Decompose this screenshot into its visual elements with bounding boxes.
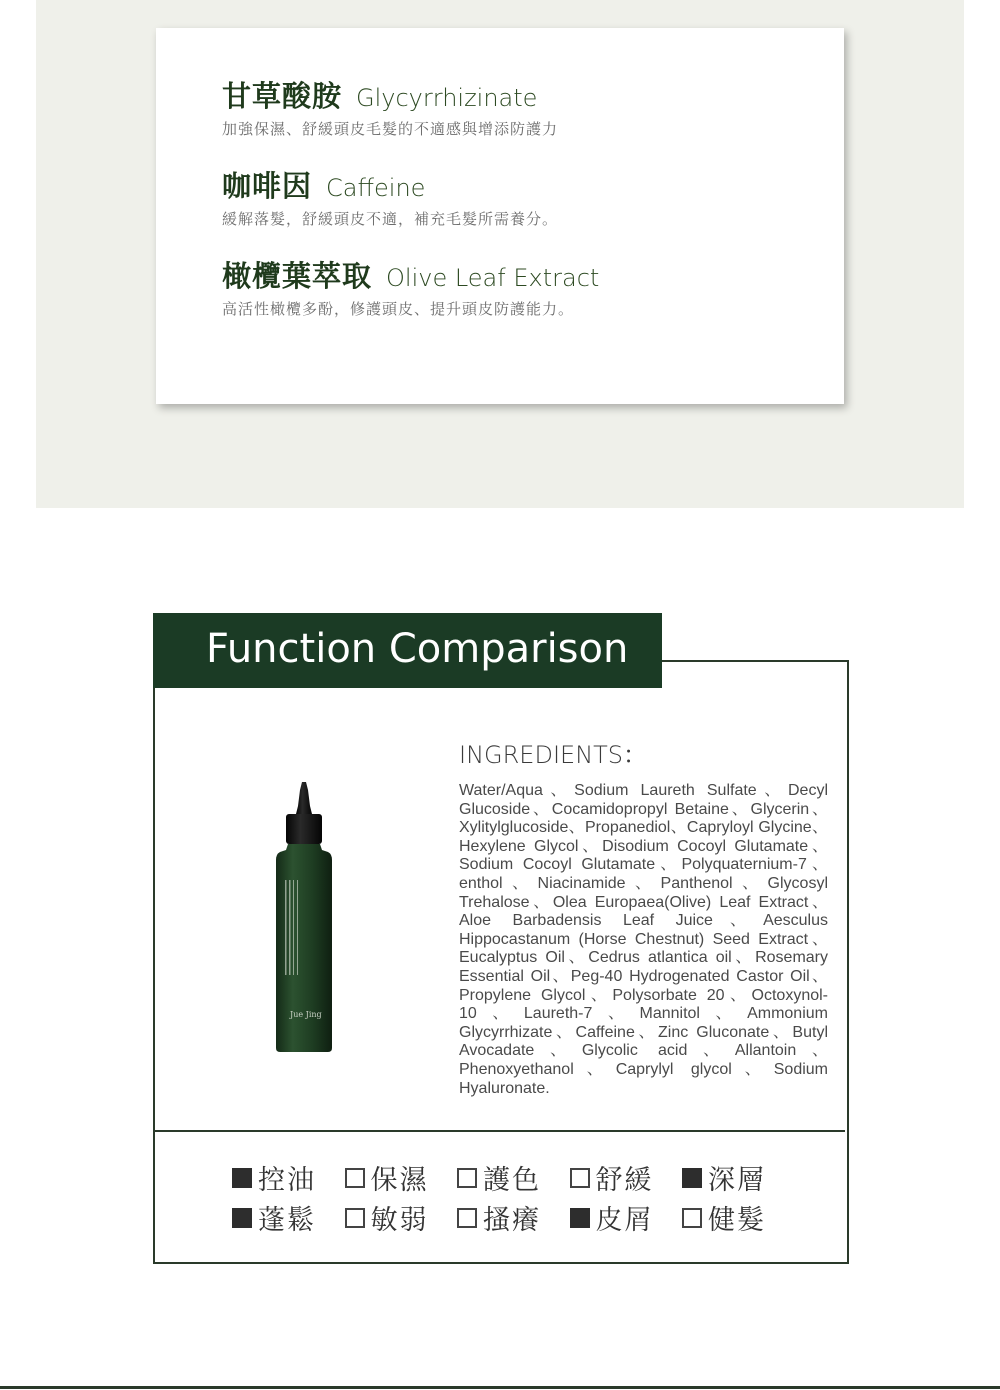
section-title: Function Comparison [153,613,662,688]
function-item [345,1158,458,1197]
unchecked-box-icon [457,1208,477,1228]
function-label: 護色 [483,1165,541,1196]
ingredient-name-zh: 橄欖葉萃取 [222,259,373,293]
ingredient-olive-leaf-extract [222,256,599,319]
function-item [232,1158,345,1197]
function-item [682,1198,795,1237]
function-item [232,1198,345,1237]
function-item [570,1158,683,1197]
function-label: 控油 [258,1165,316,1196]
ingredient-caffeine [222,166,558,229]
function-label: 敏弱 [370,1205,429,1236]
unchecked-box-icon [682,1208,702,1228]
ingredient-name-en: Olive Leaf Extract [386,264,600,292]
function-label: 皮屑 [595,1205,654,1236]
ingredients-highlight-card [156,28,844,404]
function-row-2 [232,1198,795,1237]
unchecked-box-icon [345,1208,365,1228]
function-item [345,1198,458,1237]
function-label: 保濕 [370,1165,429,1196]
ingredients-heading: INGREDIENTS： [459,741,648,769]
ingredients-list: Water/Aqua、Sodium Laureth Sulfate、Decyl Glucoside、Cocamidopropyl Betaine、Glycerin、Xylitylglucoside、Propanediol、Capryloyl Glycine、Hexylene Glycol、Disodium Cocoyl Glutamate、Sodium Cocoyl Glutamate、Polyquaternium-7、enthol、Niacinamide、Panthenol、Glycosyl Trehalose、Olea Europaea(Olive) Leaf Extract、Aloe Barbadensis Leaf Juice、Aesculus Hippocastanum (Horse Chestnut) Seed Extract、Eucalyptus Oil、Cedrus atlantica oil、Rosemary Essential Oil、Peg-40 Hydrogenated Castor Oil、Propylene Glycol、Polysorbate 20、Octoxynol-10、Laureth-7、Mannitol、Ammonium Glycyrrhizate、Caffeine、Zinc Gluconate、Butyl Avocadate、Glycolic acid、Allantoin、Phenoxyethanol、Caprylyl glycol、Sodium Hyaluronate. [459,782,828,1097]
function-item [682,1158,795,1197]
function-label: 蓬鬆 [258,1205,316,1236]
ingredient-description: 高活性橄欖多酚，修護頭皮、提升頭皮防護能力。 [222,300,575,318]
ingredient-description: 加強保濕、舒緩頭皮毛髮的不適感與增添防護力 [222,120,559,138]
function-item [457,1158,570,1197]
bottle-label: Jue Jing [290,1010,322,1019]
checked-box-icon [232,1208,252,1228]
function-label: 舒緩 [595,1165,654,1196]
unchecked-box-icon [457,1168,477,1188]
ingredient-glycyrrhizinate [222,76,558,139]
unchecked-box-icon [345,1168,365,1188]
section-divider [155,1130,845,1132]
function-label: 深層 [708,1165,766,1196]
function-label: 健髮 [708,1205,766,1236]
checked-box-icon [232,1168,252,1188]
ingredient-name-en: Glycyrrhizinate [356,84,538,112]
checked-box-icon [682,1168,702,1188]
ingredient-description: 緩解落髮，舒緩頭皮不適，補充毛髮所需養分。 [222,210,559,228]
function-item [457,1198,570,1237]
ingredient-name-en: Caffeine [326,174,426,202]
function-row-1 [232,1158,795,1197]
bottom-rule [0,1386,1000,1389]
function-item [570,1198,683,1237]
ingredient-name-zh: 咖啡因 [222,169,313,203]
unchecked-box-icon [570,1168,590,1188]
function-label: 搔癢 [483,1205,541,1236]
checked-box-icon [570,1208,590,1228]
ingredient-name-zh: 甘草酸胺 [222,79,343,113]
